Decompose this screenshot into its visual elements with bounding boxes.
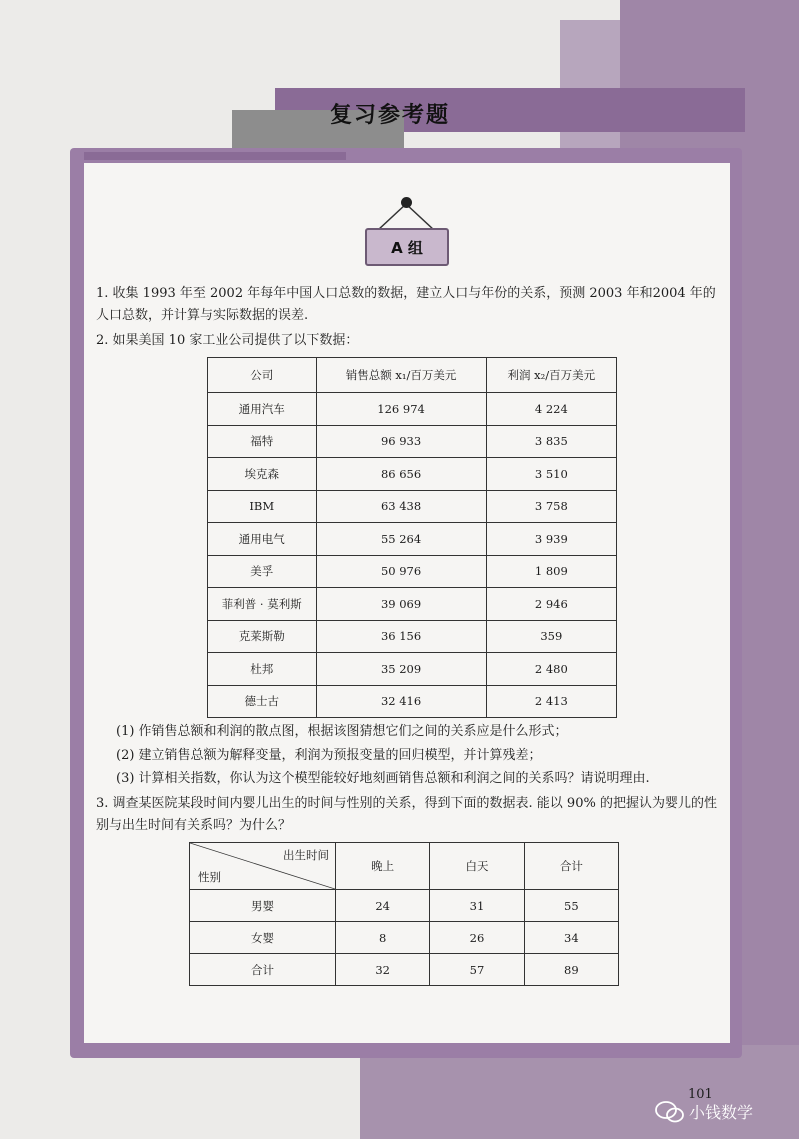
wechat-icon (655, 1101, 685, 1123)
table-row (208, 555, 617, 588)
table-cell: 36 156 (316, 620, 486, 653)
table-cell: 34 (524, 922, 618, 954)
table-row (208, 685, 617, 718)
table-cell: 埃克森 (208, 458, 317, 491)
table-row (208, 653, 617, 686)
table-cell: 8 (336, 922, 430, 954)
table-cell: 3 939 (486, 523, 616, 556)
table-cell: 2 480 (486, 653, 616, 686)
question-2-part-1: (1) 作销售总额和利润的散点图，根据该图猜想它们之间的关系应是什么形式； (116, 724, 568, 739)
table-cell: 通用汽车 (208, 393, 317, 426)
table-cell: 1 809 (486, 555, 616, 588)
corner-top-label: 出生时间 (283, 848, 329, 862)
table-header: 白天 (430, 843, 524, 890)
corner-bottom-label: 性别 (198, 870, 221, 884)
table-cell: 32 416 (316, 685, 486, 718)
section-label: A 组 (365, 228, 449, 266)
table-header-row (190, 843, 619, 890)
table-cell: 通用电气 (208, 523, 317, 556)
table-header-row (208, 358, 617, 393)
question-2-part-3: (3) 计算相关指数，你认为这个模型能较好地刻画销售总额和利润之间的关系吗？请说明理由. (116, 771, 650, 786)
table-cell: 35 209 (316, 653, 486, 686)
table-cell: 德士古 (208, 685, 317, 718)
table-row (190, 890, 619, 922)
table-cell: 96 933 (316, 425, 486, 458)
table-cell: 3 510 (486, 458, 616, 491)
question-2: 2. 如果美国 10 家工业公司提供了以下数据： (96, 333, 359, 348)
company-data-table (207, 357, 617, 718)
question-3: 3. 调查某医院某段时间内婴儿出生的时间与性别的关系，得到下面的数据表. 能以 90% 的把握认为婴儿的性别与出生时间有关系吗？为什么？ (96, 796, 717, 833)
watermark (655, 1100, 753, 1123)
table-cell: 2 946 (486, 588, 616, 621)
table-row (208, 523, 617, 556)
table-cell: 美孚 (208, 555, 317, 588)
table-row (208, 620, 617, 653)
table-cell: 57 (430, 954, 524, 986)
question-2-part-2: (2) 建立销售总额为解释变量，利润为预报变量的回归模型，并计算残差； (116, 748, 542, 763)
table-cell: 女婴 (190, 922, 336, 954)
table-cell: 福特 (208, 425, 317, 458)
table-cell: 菲利普 · 莫利斯 (208, 588, 317, 621)
table-cell: 克莱斯勒 (208, 620, 317, 653)
table-cell: 63 438 (316, 490, 486, 523)
page-number: 101 (688, 1087, 713, 1102)
page-title: 复习参考题 (330, 102, 451, 128)
pin-icon (401, 197, 412, 208)
table-cell: 89 (524, 954, 618, 986)
table-cell: 2 413 (486, 685, 616, 718)
table-cell: 合计 (190, 954, 336, 986)
table-cell: 39 069 (316, 588, 486, 621)
table-cell: 126 974 (316, 393, 486, 426)
table-row (208, 588, 617, 621)
table-cell: 26 (430, 922, 524, 954)
table-cell: 24 (336, 890, 430, 922)
table-cell: 32 (336, 954, 430, 986)
table-cell: 3 758 (486, 490, 616, 523)
table-cell: 3 835 (486, 425, 616, 458)
table-cell: 55 (524, 890, 618, 922)
table-header: 销售总额 x₁/百万美元 (316, 358, 486, 393)
table-cell: 86 656 (316, 458, 486, 491)
table-cell: 359 (486, 620, 616, 653)
table-row (190, 954, 619, 986)
table-header: 利润 x₂/百万美元 (486, 358, 616, 393)
table-header: 晚上 (336, 843, 430, 890)
table-row (208, 393, 617, 426)
table-cell: 杜邦 (208, 653, 317, 686)
table-header: 合计 (524, 843, 618, 890)
table-cell: 4 224 (486, 393, 616, 426)
table-row (208, 458, 617, 491)
table-cell: IBM (208, 490, 317, 523)
question-1: 1. 收集 1993 年至 2002 年每年中国人口总数的数据，建立人口与年份的关系，预测 2003 年和2004 年的人口总数，并计算与实际数据的误差. (96, 286, 716, 323)
watermark-text: 小钱数学 (689, 1103, 754, 1122)
table-cell: 男婴 (190, 890, 336, 922)
table-cell: 50 976 (316, 555, 486, 588)
title-underline (84, 152, 346, 160)
table-cell: 31 (430, 890, 524, 922)
table-row (208, 425, 617, 458)
table-row (208, 490, 617, 523)
background-band-bottom (360, 1045, 799, 1139)
table-header: 公司 (208, 358, 317, 393)
table-corner-cell (190, 843, 336, 890)
table-cell: 55 264 (316, 523, 486, 556)
birth-data-table (189, 842, 619, 986)
table-row (190, 922, 619, 954)
